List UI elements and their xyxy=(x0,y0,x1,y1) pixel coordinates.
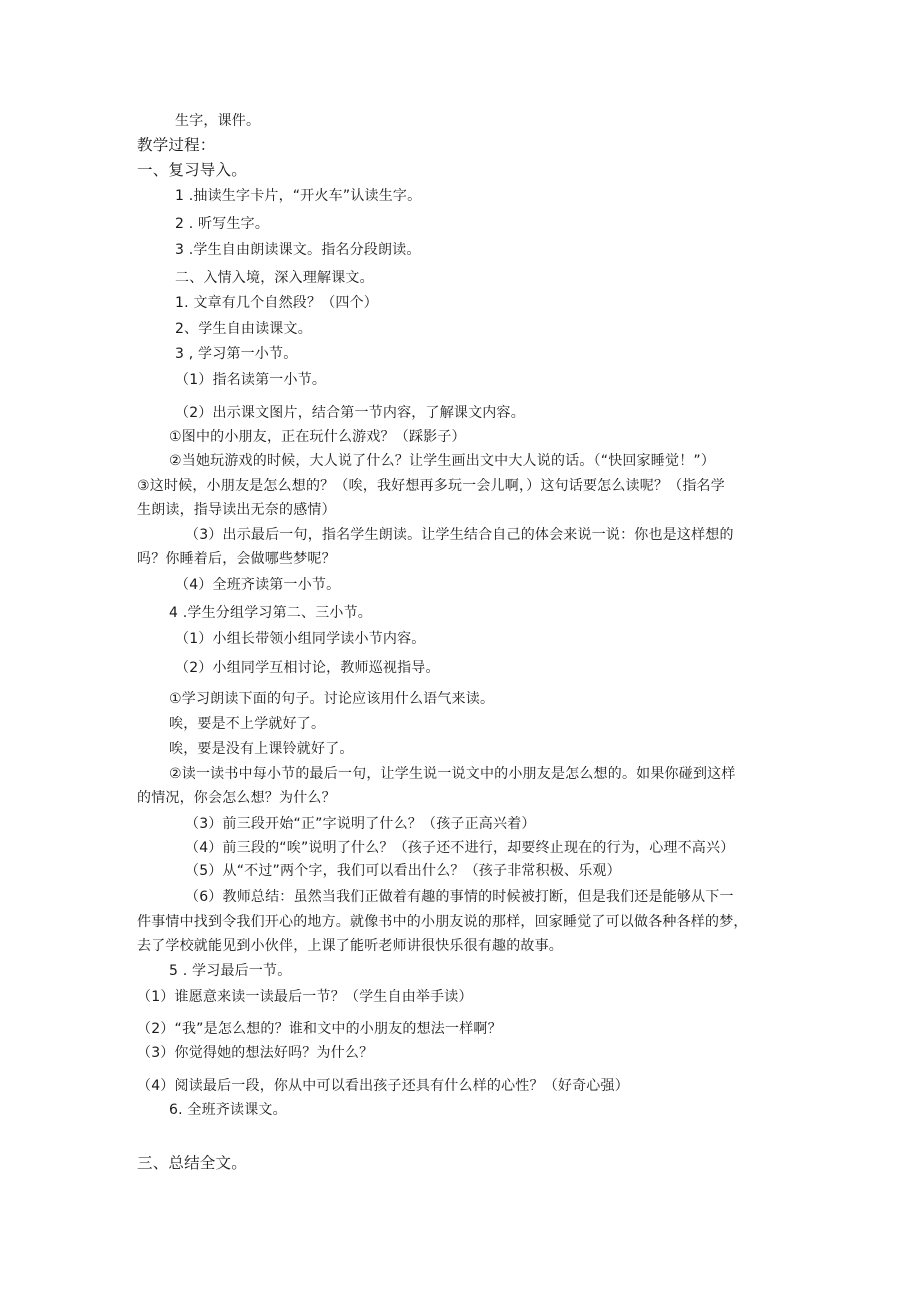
text-line: （6）教师总结：虽然当我们正做着有趣的事情的时候被打断，但是我们还是能够从下一 xyxy=(185,889,734,905)
text-line: 的情况，你会怎么想？为什么？ xyxy=(137,790,336,806)
text-line: ②读一读书中每小节的最后一句，让学生说一说文中的小朋友是怎么想的。如果你碰到这样 xyxy=(169,766,736,782)
text-line: （2）小组同学互相讨论，教师巡视指导。 xyxy=(175,660,440,676)
text-line: （2）出示课文图片，结合第一节内容，了解课文内容。 xyxy=(175,405,525,421)
text-line: 1. 文章有几个自然段？（四个） xyxy=(175,295,379,311)
text-line: 5 . 学习最后一节。 xyxy=(169,963,292,979)
text-line: 件事情中找到令我们开心的地方。就像书中的小朋友说的那样，回家睡觉了可以做各种各样的梦， xyxy=(137,914,748,930)
heading-section-2: 二、入情入境，深入理解课文。 xyxy=(175,270,374,286)
text-line: （3）前三段开始“正”字说明了什么？（孩子正高兴着） xyxy=(185,816,536,832)
text-line: ①学习朗读下面的句子。讨论应该用什么语气来读。 xyxy=(169,691,495,707)
text-line: （3）出示最后一句，指名学生朗读。让学生结合自己的体会来说一说：你也是这样想的 xyxy=(185,527,734,543)
heading-section-3: 三、总结全文。 xyxy=(137,1154,247,1172)
text-line: （2）“我”是怎么想的？谁和文中的小朋友的想法一样啊？ xyxy=(137,1021,502,1037)
text-line: 唉，要是不上学就好了。 xyxy=(169,716,326,732)
text-line: 生朗读，指导读出无奈的感情） xyxy=(137,502,336,518)
text-line: 4 .学生分组学习第二、三小节。 xyxy=(169,605,373,621)
text-line: 2 . 听写生字。 xyxy=(175,216,270,232)
text-line: 1 .抽读生字卡片，“开火车”认读生字。 xyxy=(175,188,422,204)
text-line: 6. 全班齐读课文。 xyxy=(169,1102,287,1118)
text-line: （4）全班齐读第一小节。 xyxy=(175,577,341,593)
heading-teaching-process: 教学过程： xyxy=(137,136,216,154)
text-line: 吗？你睡着后，会做哪些梦呢？ xyxy=(137,551,336,567)
text-line: ①图中的小朋友，正在玩什么游戏？（踩影子） xyxy=(169,429,466,445)
text-line: （1）指名读第一小节。 xyxy=(175,372,327,388)
text-line: （5）从“不过”两个字，我们可以看出什么？（孩子非常积极、乐观） xyxy=(185,863,621,879)
text-line: 3 , 学习第一小节。 xyxy=(175,346,298,362)
text-line: ②当她玩游戏的时候，大人说了什么？让学生画出文中大人说的话。（“快回家睡觉！”） xyxy=(169,453,716,469)
text-line: 3 .学生自由朗读课文。指名分段朗读。 xyxy=(175,242,421,258)
text-line: （4）前三段的“唉”说明了什么？（孩子还不进行，却要终止现在的行为，心理不高兴） xyxy=(185,840,735,856)
text-line: （1）小组长带领小组同学读小节内容。 xyxy=(175,631,426,647)
text-line-materials: 生字，课件。 xyxy=(175,113,261,129)
text-line: 2、学生自由读课文。 xyxy=(175,321,312,337)
text-line: （4）阅读最后一段，你从中可以看出孩子还具有什么样的心性？（好奇心强） xyxy=(137,1078,629,1094)
text-line: ③这时候，小朋友是怎么想的？（唉，我好想再多玩一会儿啊，）这句话要怎么读呢？（指名学 xyxy=(137,478,725,494)
text-line: 去了学校就能见到小伙伴，上课了能听老师讲很快乐很有趣的故事。 xyxy=(137,938,563,954)
text-line: （1）谁愿意来读一读最后一节？（学生自由举手读） xyxy=(137,989,473,1005)
heading-section-1: 一、复习导入。 xyxy=(137,161,247,179)
text-line: 唉，要是没有上课铃就好了。 xyxy=(169,741,354,757)
text-line: （3）你觉得她的想法好吗？为什么？ xyxy=(137,1045,374,1061)
